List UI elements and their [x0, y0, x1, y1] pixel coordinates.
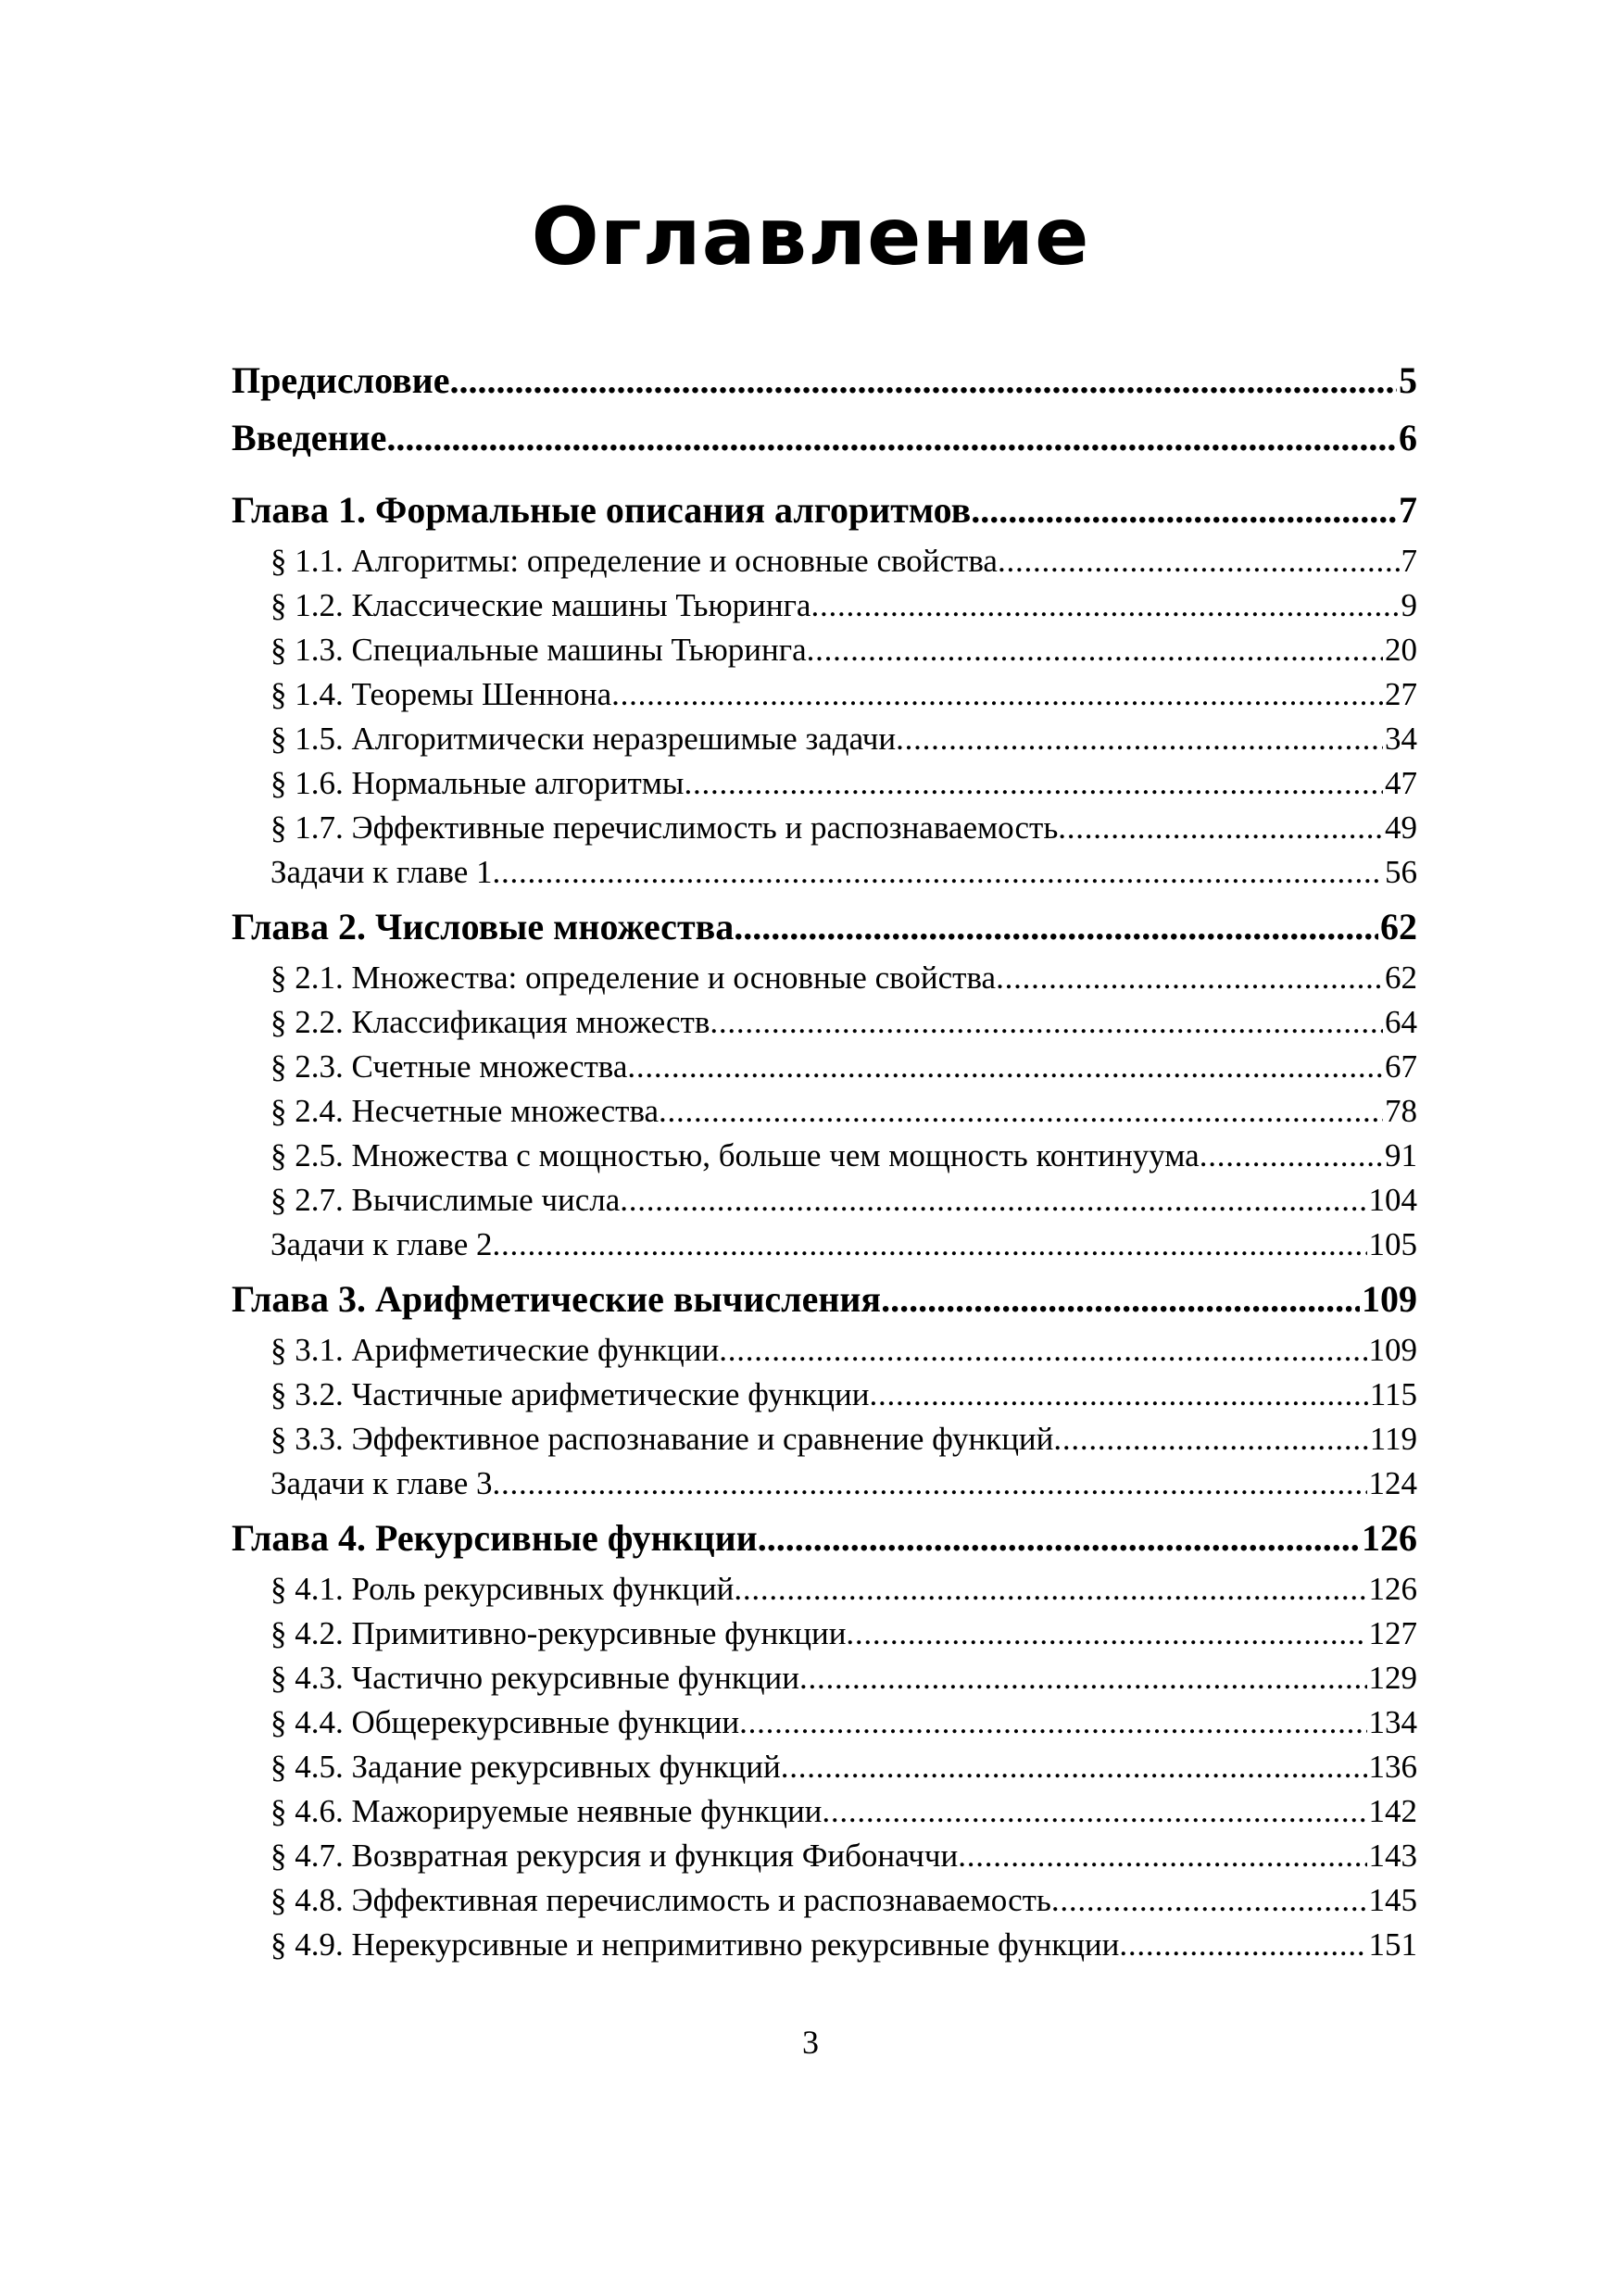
section-title: § 1.5. Алгоритмически неразрешимые задачи: [270, 721, 897, 757]
section-title: § 1.1. Алгоритмы: определение и основные свойства: [270, 543, 998, 579]
toc-section-2-7[interactable]: [232, 1178, 1417, 1223]
dot-leader: [1200, 1134, 1383, 1178]
toc-section-1-1[interactable]: [232, 539, 1417, 583]
toc-section-4-7[interactable]: [232, 1834, 1417, 1878]
section-title: § 4.1. Роль рекурсивных функций: [270, 1571, 735, 1607]
section-page: 124: [1368, 1465, 1417, 1501]
chapter-page: 109: [1362, 1278, 1417, 1320]
dot-leader: [493, 1223, 1367, 1267]
toc-section-1-4[interactable]: [232, 672, 1417, 717]
dot-leader: [896, 717, 1383, 761]
section-page: 104: [1368, 1182, 1417, 1218]
section-title: § 4.4. Общерекурсивные функции: [270, 1704, 740, 1740]
section-title: § 2.5. Множества с мощностью, больше чем мощность континуума: [270, 1137, 1200, 1173]
dot-leader: [799, 1656, 1366, 1700]
section-title: § 2.1. Множества: определение и основные свойства: [270, 960, 997, 996]
dot-leader: [627, 1045, 1383, 1089]
section-title: § 4.7. Возвратная рекурсия и функция Фибоначчи: [270, 1838, 959, 1874]
section-title: § 1.6. Нормальные алгоритмы: [270, 765, 685, 801]
section-title: § 3.1. Арифметические функции: [270, 1332, 720, 1368]
section-title: § 4.9. Нерекурсивные и непримитивно рекурсивные функции: [270, 1926, 1120, 1963]
toc-section-2-1[interactable]: [232, 956, 1417, 1000]
toc-section-4-4[interactable]: [232, 1700, 1417, 1745]
toc-section-2-3[interactable]: [232, 1045, 1417, 1089]
toc-section-1-6[interactable]: [232, 761, 1417, 806]
dot-leader: [493, 1462, 1367, 1506]
dot-leader: [659, 1089, 1383, 1134]
toc-section-4-1[interactable]: [232, 1567, 1417, 1612]
chapter-page: 7: [1399, 489, 1417, 531]
dot-leader: [719, 1328, 1366, 1373]
section-page: 64: [1385, 1004, 1417, 1040]
dot-leader: [611, 672, 1383, 717]
toc-section-2-5[interactable]: [232, 1134, 1417, 1178]
section-page: 134: [1368, 1704, 1417, 1740]
dot-leader: [739, 1700, 1366, 1745]
section-page: 109: [1368, 1332, 1417, 1368]
toc-section-2-4[interactable]: [232, 1089, 1417, 1134]
section-page: 78: [1385, 1093, 1417, 1129]
toc-section-1-7[interactable]: [232, 806, 1417, 850]
toc-section-1-2[interactable]: [232, 583, 1417, 628]
dot-leader: [1058, 806, 1383, 850]
dot-leader: [810, 583, 1399, 628]
section-title: § 1.3. Специальные машины Тьюринга: [270, 632, 807, 668]
section-page: 142: [1368, 1793, 1417, 1829]
chapter-title: Глава 1. Формальные описания алгоритмов: [232, 489, 972, 531]
section-title: § 1.4. Теоремы Шеннона: [270, 676, 612, 712]
section-title: § 3.3. Эффективное распознавание и сравнение функций: [270, 1421, 1054, 1457]
toc-entry-title: Введение: [232, 417, 387, 458]
section-title: § 2.7. Вычислимые числа: [270, 1182, 621, 1218]
toc-section-1-5[interactable]: [232, 717, 1417, 761]
section-page: 27: [1385, 676, 1417, 712]
section-page: 143: [1368, 1838, 1417, 1874]
dot-leader: [1051, 1878, 1367, 1923]
chapter-title: Глава 2. Числовые множества: [232, 906, 735, 947]
dot-leader: [846, 1612, 1366, 1656]
section-title: § 4.3. Частично рекурсивные функции: [270, 1660, 800, 1696]
toc-chapter-4[interactable]: [232, 1510, 1417, 1567]
dot-leader: [684, 761, 1383, 806]
section-title: Задачи к главе 3: [270, 1465, 493, 1501]
dot-leader: [822, 1789, 1366, 1834]
section-page: 151: [1368, 1926, 1417, 1963]
section-title: § 2.2. Классификация множеств: [270, 1004, 710, 1040]
section-page: 49: [1385, 809, 1417, 846]
toc-entry-introduction[interactable]: [232, 409, 1417, 467]
toc-section-4-3[interactable]: [232, 1656, 1417, 1700]
toc-section-2-2[interactable]: [232, 1000, 1417, 1045]
page-number: 3: [802, 2024, 819, 2061]
section-page: 67: [1385, 1048, 1417, 1085]
chapter-page: 126: [1362, 1517, 1417, 1559]
dot-leader: [449, 352, 1397, 409]
section-page: 7: [1401, 543, 1417, 579]
section-title: § 4.8. Эффективная перечислимость и распознаваемость: [270, 1882, 1051, 1918]
section-page: 127: [1368, 1615, 1417, 1651]
section-page: 20: [1385, 632, 1417, 668]
section-title: § 4.2. Примитивно-рекурсивные функции: [270, 1615, 847, 1651]
toc-entry-page: 6: [1399, 417, 1417, 458]
dot-leader: [386, 409, 1397, 467]
dot-leader: [996, 956, 1383, 1000]
toc-section-4-8[interactable]: [232, 1878, 1417, 1923]
section-title: § 1.2. Классические машины Тьюринга: [270, 587, 811, 623]
section-page: 56: [1385, 854, 1417, 890]
section-page: 129: [1368, 1660, 1417, 1696]
page-title: Оглавление: [531, 191, 1090, 283]
dot-leader: [958, 1834, 1366, 1878]
section-page: 119: [1369, 1421, 1417, 1457]
chapter-title: Глава 3. Арифметические вычисления: [232, 1278, 882, 1320]
table-of-contents: [232, 352, 1417, 1967]
section-title: § 2.4. Несчетные множества: [270, 1093, 660, 1129]
toc-section-3-3[interactable]: [232, 1417, 1417, 1462]
dot-leader: [710, 1000, 1383, 1045]
dot-leader: [734, 1567, 1366, 1612]
toc-exercises-1[interactable]: [232, 850, 1417, 895]
dot-leader: [807, 628, 1383, 672]
toc-entry-title: Предисловие: [232, 359, 450, 401]
toc-section-4-6[interactable]: [232, 1789, 1417, 1834]
dot-leader: [620, 1178, 1366, 1223]
section-page: 62: [1385, 960, 1417, 996]
toc-exercises-2[interactable]: [232, 1223, 1417, 1267]
dot-leader: [758, 1510, 1360, 1567]
toc-section-4-5[interactable]: [232, 1745, 1417, 1789]
section-title: Задачи к главе 1: [270, 854, 493, 890]
dot-leader: [1053, 1417, 1367, 1462]
dot-leader: [493, 850, 1383, 895]
section-page: 47: [1385, 765, 1417, 801]
chapter-title: Глава 4. Рекурсивные функции: [232, 1517, 758, 1559]
chapter-page: 62: [1380, 906, 1417, 947]
section-page: 115: [1369, 1376, 1417, 1412]
section-title: Задачи к главе 2: [270, 1226, 493, 1262]
section-page: 91: [1385, 1137, 1417, 1173]
toc-section-4-9[interactable]: [232, 1923, 1417, 1967]
section-page: 9: [1401, 587, 1417, 623]
section-title: § 3.2. Частичные арифметические функции: [270, 1376, 870, 1412]
toc-chapter-3[interactable]: [232, 1271, 1417, 1328]
toc-section-3-2[interactable]: [232, 1373, 1417, 1417]
toc-section-3-1[interactable]: [232, 1328, 1417, 1373]
dot-leader: [781, 1745, 1367, 1789]
dot-leader: [734, 898, 1378, 956]
section-page: 126: [1368, 1571, 1417, 1607]
toc-chapter-2[interactable]: [232, 898, 1417, 956]
section-page: 136: [1368, 1749, 1417, 1785]
section-page: 145: [1368, 1882, 1417, 1918]
toc-entry-preface[interactable]: [232, 352, 1417, 409]
section-title: § 2.3. Счетные множества: [270, 1048, 628, 1085]
section-page: 34: [1385, 721, 1417, 757]
dot-leader: [971, 482, 1397, 539]
toc-chapter-1[interactable]: [232, 482, 1417, 539]
dot-leader: [998, 539, 1400, 583]
toc-exercises-3[interactable]: [232, 1462, 1417, 1506]
toc-section-4-2[interactable]: [232, 1612, 1417, 1656]
toc-entry-page: 5: [1399, 359, 1417, 401]
dot-leader: [1119, 1923, 1366, 1967]
section-title: § 4.5. Задание рекурсивных функций: [270, 1749, 781, 1785]
dot-leader: [869, 1373, 1367, 1417]
section-title: § 4.6. Мажорируемые неявные функции: [270, 1793, 823, 1829]
toc-section-1-3[interactable]: [232, 628, 1417, 672]
section-page: 105: [1368, 1226, 1417, 1262]
section-title: § 1.7. Эффективные перечислимость и распознаваемость: [270, 809, 1059, 846]
dot-leader: [881, 1271, 1360, 1328]
